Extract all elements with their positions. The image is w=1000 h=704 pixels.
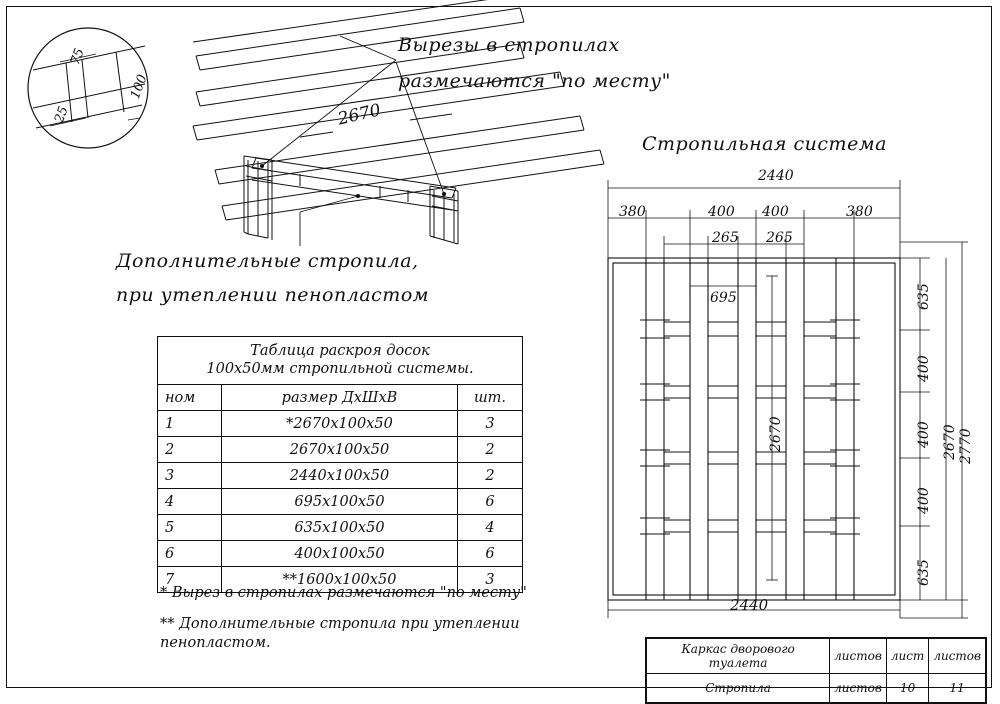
cell-qty: 2: [458, 463, 523, 489]
plan-dim-right-635-bottom: 635: [916, 559, 932, 586]
note-cutouts-line1: Вырезы в стропилах: [398, 34, 620, 56]
plan-dim-265-b: 265: [766, 230, 793, 246]
table-header-num: ном: [158, 385, 222, 411]
title-block-project: Каркас дворового туалета: [647, 639, 830, 674]
title-block-sheet-label: лист: [886, 639, 928, 674]
table-header-row: [158, 385, 523, 411]
title-block: [645, 637, 987, 704]
table-note-2: ** Дополнительные стропила при утеплении пенопластом.: [160, 616, 520, 652]
iso-dimension-2670: 2670: [336, 100, 383, 130]
title-block-sheets-label-2: листов: [929, 639, 986, 674]
title-block-sheet-number: 10: [886, 674, 928, 703]
plan-dim-380-left: 380: [619, 204, 646, 220]
cell-size: **1600х100х50: [222, 567, 458, 593]
cell-size: *2670х100х50: [222, 411, 458, 437]
note-extra-rafters-line1: Дополнительные стропила,: [116, 250, 419, 272]
plan-dim-400-b: 400: [762, 204, 789, 220]
note-cutouts-line2: размечаются "по месту": [398, 70, 671, 92]
cell-qty: 3: [458, 411, 523, 437]
cell-num: 4: [158, 489, 222, 515]
plan-dim-right-400-a: 400: [916, 355, 932, 382]
cell-qty: 3: [458, 567, 523, 593]
cell-num: 3: [158, 463, 222, 489]
title-block-sheets-value-label: листов: [830, 674, 887, 703]
plan-dim-right-2770: 2770: [958, 428, 974, 464]
cell-size: 635х100х50: [222, 515, 458, 541]
plan-dim-695: 695: [710, 290, 737, 306]
cell-size: 400х100х50: [222, 541, 458, 567]
plan-dim-380-right: 380: [846, 204, 873, 220]
table-notes: [160, 584, 540, 665]
plan-dim-265-a: 265: [712, 230, 739, 246]
table-row: [158, 541, 523, 567]
title-block-part: Стропила: [647, 674, 830, 703]
title-block-row: [647, 639, 986, 674]
table-row: [158, 515, 523, 541]
cell-num: 1: [158, 411, 222, 437]
plan-dim-right-2670: 2670: [942, 424, 958, 460]
detail-dimension-100: 100: [128, 72, 151, 102]
title-block-sheets-total: 11: [929, 674, 986, 703]
plan-dim-bottom-2440: 2440: [730, 596, 769, 614]
cell-qty: 6: [458, 541, 523, 567]
plan-dim-right-400-b: 400: [916, 421, 932, 448]
cell-size: 2440х100х50: [222, 463, 458, 489]
detail-dimension-75: 75: [68, 46, 88, 68]
cell-qty: 2: [458, 437, 523, 463]
table-header-qty: шт.: [458, 385, 523, 411]
cell-num: 2: [158, 437, 222, 463]
title-block-sheets-label-1: листов: [830, 639, 887, 674]
detail-dimension-25: 25: [52, 104, 72, 126]
cell-qty: 4: [458, 515, 523, 541]
plan-dim-400-a: 400: [708, 204, 735, 220]
cell-size: 2670х100х50: [222, 437, 458, 463]
title-block-row: [647, 674, 986, 703]
table-row: [158, 411, 523, 437]
plan-title: Стропильная система: [642, 133, 887, 155]
cell-size: 695х100х50: [222, 489, 458, 515]
cell-num: 7: [158, 567, 222, 593]
cut-table: [157, 336, 523, 593]
cell-num: 6: [158, 541, 222, 567]
plan-dim-right-400-c: 400: [916, 487, 932, 514]
table-row: [158, 463, 523, 489]
cut-table-caption-line1: Таблица раскроя досок: [250, 343, 430, 359]
plan-dim-right-635-top: 635: [916, 283, 932, 310]
table-note-1: * Вырез в стропилах размечаются "по месту": [160, 585, 527, 601]
plan-dim-center-2670: 2670: [768, 416, 784, 452]
cut-table-caption: [157, 336, 523, 384]
cell-num: 5: [158, 515, 222, 541]
note-extra-rafters-line2: при утеплении пенопластом: [116, 284, 430, 306]
table-row: [158, 489, 523, 515]
plan-dim-top-2440: 2440: [758, 168, 794, 184]
table-header-size: размер ДхШхВ: [222, 385, 458, 411]
cut-table-caption-line2: 100х50мм стропильной системы.: [206, 361, 474, 378]
table-row: [158, 437, 523, 463]
cell-qty: 6: [458, 489, 523, 515]
